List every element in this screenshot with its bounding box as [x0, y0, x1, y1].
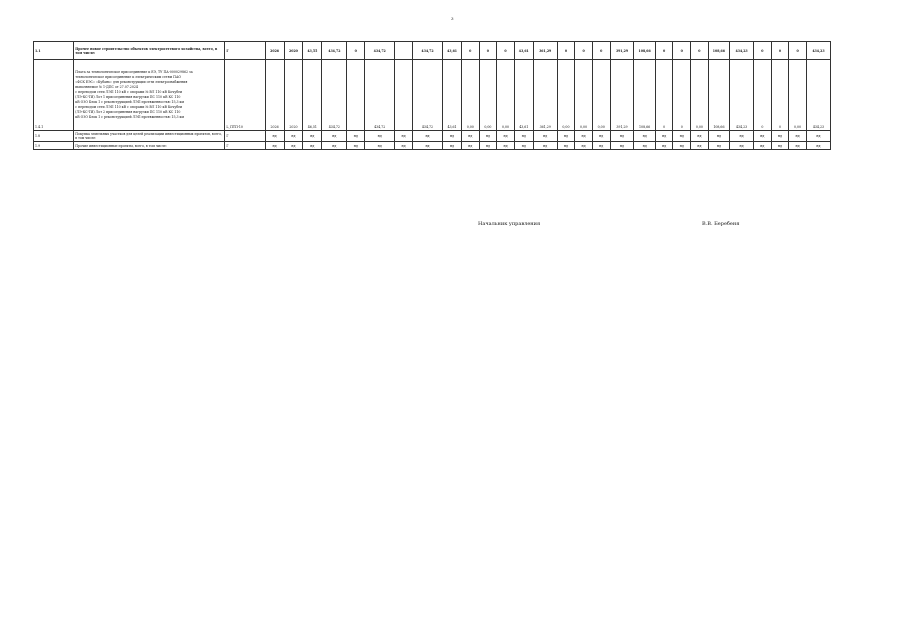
table-cell: 0 [754, 60, 772, 131]
table-row [34, 142, 831, 150]
table-cell: 434,23 [730, 42, 754, 60]
table-cell: 108,66 [634, 60, 655, 131]
table-cell: нд [789, 142, 807, 150]
table-cell: 434,72 [322, 42, 347, 60]
table-cell: 434,72 [365, 42, 395, 60]
table-cell: 434,23 [730, 60, 754, 131]
table-cell: 2020 [284, 60, 303, 131]
table-cell: нд [322, 142, 347, 150]
table-cell: 0,00 [479, 60, 497, 131]
table-cell: нд [730, 131, 754, 142]
row-code: Г [225, 131, 265, 142]
table-cell: нд [708, 131, 729, 142]
table-cell: нд [461, 131, 479, 142]
table-cell: нд [347, 142, 365, 150]
table-cell: нд [533, 131, 557, 142]
table-cell: нд [265, 142, 284, 150]
table-cell: нд [557, 142, 575, 150]
table-cell: нд [443, 142, 462, 150]
table-cell: 108,66 [634, 42, 655, 60]
table-cell: нд [497, 142, 515, 150]
table-cell: нд [395, 131, 413, 142]
table-cell: 361,29 [533, 60, 557, 131]
row-number: 1.9 [34, 142, 74, 150]
table-cell: 2020 [284, 42, 303, 60]
table-cell: нд [322, 131, 347, 142]
table-cell: нд [284, 142, 303, 150]
row-name: Покупка земельных участков для целей реализации инвестиционных проектов, всего, в том числе: [74, 131, 225, 142]
table-cell: нд [347, 131, 365, 142]
table-cell: нд [771, 131, 789, 142]
row-number: 1.1 [34, 42, 74, 60]
table-cell: нд [303, 131, 322, 142]
table-cell: 43,61 [514, 42, 533, 60]
table-cell: нд [575, 142, 593, 150]
row-name: Прочее новое строительство объектов электросетевого хозяйства, всего, в том числе: [74, 42, 225, 60]
table-cell: 43,55 [303, 42, 322, 60]
table-cell: 434,72 [322, 60, 347, 131]
signature-person: В.В. Беребеня [702, 221, 740, 227]
table-cell [347, 60, 365, 131]
table-cell: нд [806, 142, 830, 150]
table-cell: 391,29 [610, 42, 634, 60]
table-cell: нд [461, 142, 479, 150]
signature-position: Начальник управления [478, 221, 541, 227]
table-cell: 0 [655, 60, 673, 131]
table-cell: 0,00 [691, 60, 709, 131]
table-cell: 0 [575, 42, 593, 60]
table-cell: нд [730, 142, 754, 150]
table-cell: 0 [771, 60, 789, 131]
table-cell: 0 [461, 42, 479, 60]
investment-table [33, 41, 831, 150]
table-cell: 0 [479, 42, 497, 60]
table-cell: 43,61 [443, 60, 462, 131]
table-cell: нд [395, 142, 413, 150]
table-cell: нд [592, 131, 610, 142]
table-cell: нд [479, 142, 497, 150]
table-cell [395, 42, 413, 60]
table-cell: 43,61 [443, 42, 462, 60]
table-cell: 0 [691, 42, 709, 60]
table-cell: нд [673, 131, 691, 142]
table-cell: 108,66 [708, 60, 729, 131]
table-cell: нд [265, 131, 284, 142]
table-cell: нд [691, 142, 709, 150]
table-cell: 0 [754, 42, 772, 60]
table-cell: нд [708, 142, 729, 150]
table-cell: нд [575, 131, 593, 142]
table-cell: 434,72 [412, 42, 442, 60]
row-number: 1.4.1 [34, 60, 74, 131]
table-cell: нд [634, 131, 655, 142]
table-cell: нд [592, 142, 610, 150]
table-cell: 2026 [265, 42, 284, 60]
table-cell: нд [284, 131, 303, 142]
table-cell: нд [557, 131, 575, 142]
table-cell: нд [533, 142, 557, 150]
table-row [34, 60, 831, 131]
row-code: Г [225, 142, 265, 150]
table-cell: 108,66 [708, 42, 729, 60]
table-cell: нд [806, 131, 830, 142]
table-cell: нд [673, 142, 691, 150]
table-cell: 0 [497, 42, 515, 60]
row-description: Плата за технологическое присоединение к ЕЭ, ТУ ПА-000029862 за технологическое присоединение к электрическим сетям ПАО «ФСК ЕЭС» «Кубань» для реконструкции сети электроснабжения выполняемое № 1-ДПС от 27.07.2024 с переводом сети ЛЭП 110 кВ с опорами № ВЛ 110 кВ Кочубеи (ЛЭ-КС-ТЯ) Лот 1 присоединения нагрузки ПС 110 кВ КС 110 кВ ОЗО Блок 1 с реконструкцией ЛЭП протяженностью 15,3 км с переводом сети ЛЭП 110 кВ с опорами № ВЛ 110 кВ Кочубеи (ЛЭ-КС-ТЯ) Лот 2 присоединения нагрузки ПС 110 кВ КС 110 кВ ОЗО Блок 1 с реконструкцией ЛЭП протяженностью 15,3 км [75, 70, 193, 119]
table-cell: 361,29 [533, 42, 557, 60]
table-cell: 434,72 [412, 60, 442, 131]
table-cell: нд [754, 131, 772, 142]
table-cell: нд [479, 131, 497, 142]
table-cell: 0 [789, 42, 807, 60]
table-cell: 2026 [265, 60, 284, 131]
row-code: Г [225, 42, 265, 60]
table-cell: нд [691, 131, 709, 142]
table-cell: нд [497, 131, 515, 142]
data-table [33, 41, 831, 150]
table-cell: нд [514, 131, 533, 142]
table-cell: 0 [771, 42, 789, 60]
table-cell: 434,23 [806, 60, 830, 131]
table-cell: нд [514, 142, 533, 150]
table-cell: нд [771, 142, 789, 150]
table-cell: 46,51 [303, 60, 322, 131]
table-cell: нд [634, 142, 655, 150]
table-cell: 0 [557, 42, 575, 60]
table-cell: 43,61 [514, 60, 533, 131]
table-cell: нд [412, 142, 442, 150]
table-cell: нд [610, 131, 634, 142]
table-cell: нд [789, 131, 807, 142]
row-name [74, 60, 225, 131]
table-cell: нд [365, 131, 395, 142]
table-cell: 0 [655, 42, 673, 60]
table-cell: нд [655, 142, 673, 150]
row-number: 1.8 [34, 131, 74, 142]
table-cell: нд [754, 142, 772, 150]
table-cell: 0 [347, 42, 365, 60]
table-cell: 0,00 [592, 60, 610, 131]
table-cell: 0,00 [461, 60, 479, 131]
table-cell: 0 [673, 60, 691, 131]
table-cell: нд [443, 131, 462, 142]
table-cell: 0 [673, 42, 691, 60]
table-cell: нд [610, 142, 634, 150]
table-cell: 434,72 [365, 60, 395, 131]
table-cell: 0,00 [557, 60, 575, 131]
row-code: L_ПТП-10 [225, 60, 265, 131]
table-cell: 0,00 [789, 60, 807, 131]
table-cell: нд [303, 142, 322, 150]
table-cell: 434,23 [806, 42, 830, 60]
table-cell: нд [412, 131, 442, 142]
table-row [34, 131, 831, 142]
table-row [34, 42, 831, 60]
table-cell: 0,00 [497, 60, 515, 131]
table-cell: нд [365, 142, 395, 150]
table-cell [395, 60, 413, 131]
row-name: Прочие инвестиционные проекты, всего, в том числе: [74, 142, 225, 150]
table-cell: 0 [592, 42, 610, 60]
page-number: 3 [451, 16, 454, 21]
table-cell: 0,00 [575, 60, 593, 131]
table-cell: нд [655, 131, 673, 142]
table-cell: 391,29 [610, 60, 634, 131]
